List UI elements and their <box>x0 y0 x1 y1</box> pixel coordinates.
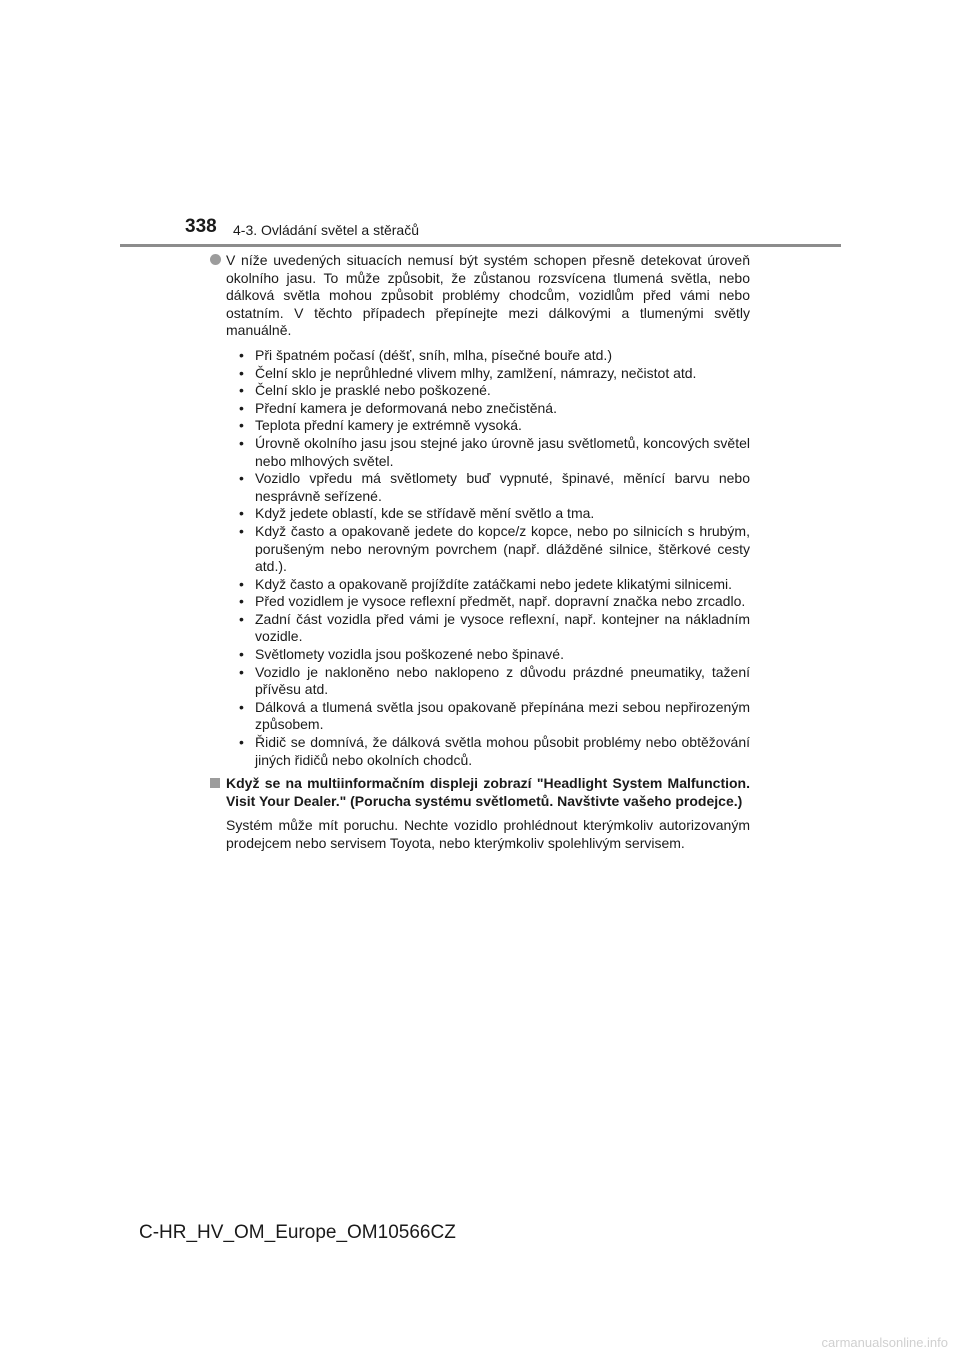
list-item: • Při špatném počasí (déšť, sníh, mlha, písečné bouře atd.) <box>237 347 750 365</box>
list-item: • Teplota přední kamery je extrémně vysoká. <box>237 417 750 435</box>
square-bullet-icon <box>210 778 220 788</box>
list-item: • Když často a opakovaně projíždíte zatáčkami nebo jedete klikatými silnicemi. <box>237 576 750 594</box>
circle-bullet-icon <box>210 254 221 265</box>
malfunction-text: Systém může mít poruchu. Nechte vozidlo prohlédnout kterýmkoliv autorizovaným prodejcem nebo servisem Toyota, nebo kterýmkoliv spolehlivým servisem. <box>226 817 750 851</box>
list-item: • Čelní sklo je neprůhledné vlivem mlhy, zamlžení, námrazy, nečistot atd. <box>237 365 750 383</box>
list-item: • Přední kamera je deformovaná nebo znečistěná. <box>237 400 750 418</box>
list-item: • Před vozidlem je vysoce reflexní předmět, např. dopravní značka nebo zrcadlo. <box>237 593 750 611</box>
malfunction-heading-text: Když se na multiinformačním displeji zobrazí "Headlight System Malfunction. Visit Your Dealer." (Porucha systému světlometů. Navštivte vašeho prodejce.) <box>226 775 750 809</box>
list-item: • Když často a opakovaně jedete do kopce/z kopce, nebo po silnicích s hrubým, porušeným nebo nerovným povrchem (např. dlážděné silnice, štěrkové cesty atd.). <box>237 523 750 576</box>
list-item: • Světlomety vozidla jsou poškozené nebo špinavé. <box>237 646 750 664</box>
main-content <box>210 252 750 853</box>
watermark: carmanualsonline.info <box>821 1335 948 1350</box>
list-item: • Vozidlo vpředu má světlomety buď vypnuté, špinavé, měnící barvu nebo nesprávně seřízené. <box>237 470 750 505</box>
intro-paragraph <box>210 252 750 340</box>
conditions-list <box>210 347 750 769</box>
list-item: • Zadní část vozidla před vámi je vysoce reflexní, např. kontejner na nákladním vozidle. <box>237 611 750 646</box>
document-code: C-HR_HV_OM_Europe_OM10566CZ <box>139 1222 456 1243</box>
list-item: • Vozidlo je nakloněno nebo naklopeno z důvodu prázdné pneumatiky, tažení přívěsu atd. <box>237 664 750 699</box>
list-item: • Když jedete oblastí, kde se střídavě mění světlo a tma. <box>237 505 750 523</box>
list-item: • Dálková a tlumená světla jsou opakovaně přepínána mezi sebou nepřirozeným způsobem. <box>237 699 750 734</box>
intro-text: V níže uvedených situacích nemusí být systém schopen přesně detekovat úroveň okolního jasu. To může způsobit, že zůstanou rozsvícena tlumená světla, nebo dálková světla mohou způsobit problémy chodcům, vozidlům před vámi nebo ostatním. V těchto případech přepínejte mezi dálkovými a tlumenými světly manuálně. <box>226 252 750 339</box>
list-item: • Čelní sklo je prasklé nebo poškozené. <box>237 382 750 400</box>
list-item: • Řidič se domnívá, že dálková světla mohou působit problémy nebo obtěžování jiných řidičů nebo okolních chodců. <box>237 734 750 769</box>
list-item: • Úrovně okolního jasu jsou stejné jako úrovně jasu světlometů, koncových světel nebo mlhových světel. <box>237 435 750 470</box>
section-title: 4-3. Ovládání světel a stěračů <box>233 222 419 238</box>
malfunction-heading <box>210 775 750 810</box>
header-divider <box>120 244 841 247</box>
page-number: 338 <box>185 216 217 237</box>
